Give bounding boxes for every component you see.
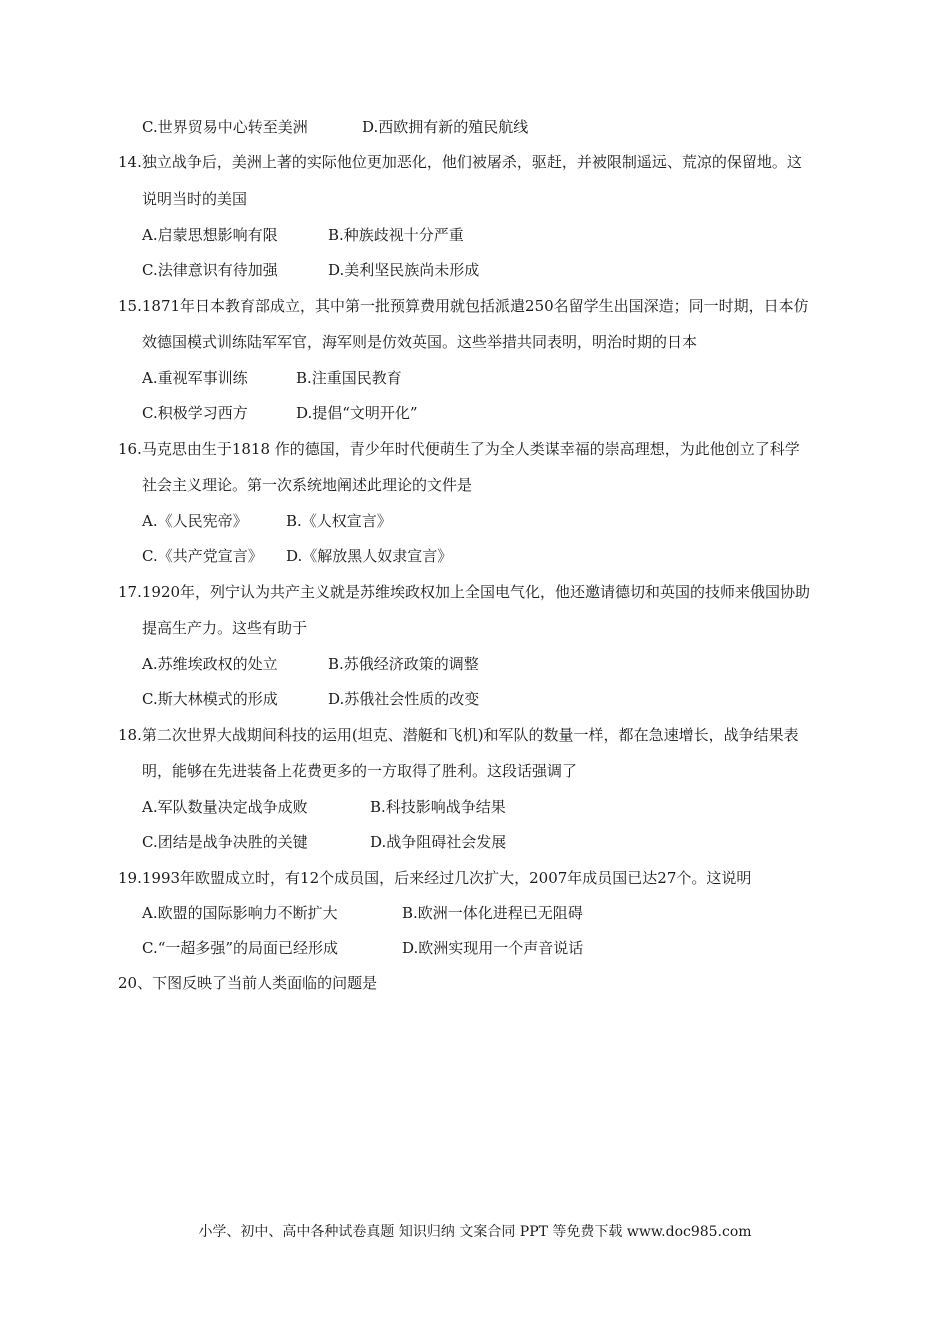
q18-option-b: B.科技影响战争结果 — [370, 798, 506, 816]
q16-option-a: A.《人民宪帝》 — [142, 512, 248, 530]
q14-option-a: A.启蒙思想影响有限 — [142, 226, 278, 244]
q15-option-d: D.提倡“文明开化” — [296, 404, 418, 422]
q15-option-a: A.重视军事训练 — [142, 369, 248, 387]
q16-stem-line2: 社会主义理论。第一次系统地阐述此理论的文件是 — [142, 476, 473, 494]
q18-option-d: D.战争阻碍社会发展 — [370, 833, 507, 851]
q17-stem-line1: 17.1920年，列宁认为共产主义就是苏维埃政权加上全国电气化，他还邀请德切和英国的技师来俄国协助 — [118, 583, 811, 601]
q18-option-a: A.军队数量决定战争成败 — [142, 798, 308, 816]
q16-option-b: B.《人权宣言》 — [286, 512, 392, 530]
q18-option-c: C.团结是战争决胜的关键 — [142, 833, 308, 851]
q19-option-b: B.欧洲一体化进程已无阻碍 — [402, 904, 583, 922]
q15-stem-line2: 效德国模式训练陆军军官，海军则是仿效英国。这些举措共同表明，明治时期的日本 — [142, 333, 698, 351]
q17-stem-line2: 提高生产力。这些有助于 — [142, 619, 308, 637]
q13-option-c: C.世界贸易中心转至美洲 — [142, 118, 308, 136]
q16-stem-line1: 16.马克思由生于1818 作的德国，青少年时代便萌生了为全人类谋幸福的崇高理想，为此他创立了科学 — [118, 440, 800, 458]
q15-stem-line1: 15.1871年日本教育部成立，其中第一批预算费用就包括派遣250名留学生出国深造；同一时期，日本仿 — [118, 297, 809, 315]
q19-stem-line1: 19.1993年欧盟成立时，有12个成员国，后来经过几次扩大，2007年成员国已达27个。这说明 — [118, 869, 752, 887]
page-footer: 小学、初中、高中各种试卷真题 知识归纳 文案合同 PPT 等免费下载 www.doc985.com — [198, 1224, 752, 1240]
q14-stem-line1: 14.独立战争后，美洲上著的实际他位更加恶化，他们被屠杀，驱赶，并被限制遥远、荒凉的保留地。这 — [118, 153, 802, 171]
q17-option-b: B.苏俄经济政策的调整 — [328, 655, 479, 673]
q19-option-a: A.欧盟的国际影响力不断扩大 — [142, 904, 338, 922]
q17-option-c: C.斯大林模式的形成 — [142, 690, 278, 708]
q18-stem-line2: 明，能够在先进装备上花费更多的一方取得了胜利。这段话强调了 — [142, 762, 578, 780]
q13-option-d: D.西欧拥有新的殖民航线 — [362, 118, 529, 136]
q20-stem-line1: 20、下图反映了当前人类面临的问题是 — [118, 974, 378, 992]
q16-option-d: D.《解放黑人奴隶宣言》 — [286, 547, 453, 565]
q15-option-b: B.注重国民教育 — [296, 369, 402, 387]
q14-option-b: B.种族歧视十分严重 — [328, 226, 464, 244]
q18-stem-line1: 18.第二次世界大战期间科技的运用(坦克、潜艇和飞机)和军队的数量一样，都在急速增长，战争结果表 — [118, 726, 799, 744]
q16-option-c: C.《共产党宣言》 — [142, 547, 263, 565]
q15-option-c: C.积极学习西方 — [142, 404, 248, 422]
q19-option-c: C.“一超多强”的局面已经形成 — [142, 939, 339, 957]
q17-option-d: D.苏俄社会性质的改变 — [328, 690, 480, 708]
q17-option-a: A.苏维埃政权的处立 — [142, 655, 278, 673]
q19-option-d: D.欧洲实现用一个声音说话 — [402, 939, 584, 957]
q14-stem-line2: 说明当时的美国 — [142, 190, 248, 208]
q14-option-c: C.法律意识有待加强 — [142, 261, 278, 279]
q14-option-d: D.美利坚民族尚未形成 — [328, 261, 480, 279]
